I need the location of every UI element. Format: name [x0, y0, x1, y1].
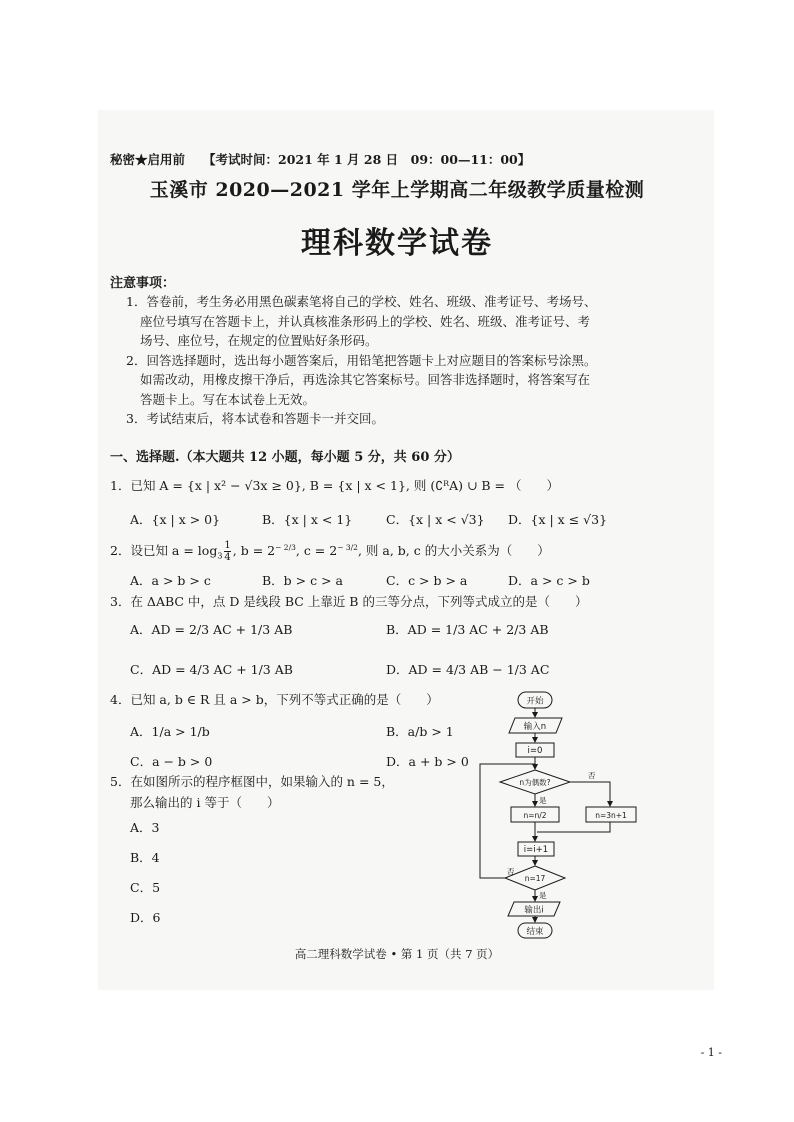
q5-option-a: A．3: [130, 820, 160, 835]
q2-frac-num: 1: [224, 540, 231, 551]
notice-line: 3．考试结束后，将本试卷和答题卡一并交回。: [126, 411, 384, 426]
flow-input-label: 输入n: [523, 722, 547, 732]
q4-option-d: D．a + b > 0: [386, 754, 469, 769]
q2-option-c: C．c > b > a: [386, 573, 468, 588]
exam-meta: [110, 150, 530, 168]
q1-stem: 1．已知 A = {x | x² − √3x ≥ 0}, B = {x | x < 1}, 则 (∁ᴿA) ∪ B = （ ）: [110, 478, 560, 493]
q2-c-exp: − 3/2: [337, 542, 358, 552]
notice-line: 场号、座位号，在规定的位置贴好条形码。: [140, 333, 378, 348]
q3-option-b: B．AD = 1/3 AC + 2/3 AB: [386, 622, 549, 637]
notice-line: 2．回答选择题时，选出每小题答案后，用铅笔把答题卡上对应题目的答案标号涂黑。: [126, 352, 597, 368]
q5-option-b: B．4: [130, 850, 160, 865]
secret-label: 秘密★启用前: [110, 152, 186, 167]
flow-yes-label-1: 是: [539, 796, 547, 805]
flow-even-label: n为偶数?: [519, 778, 551, 787]
q5-stem-line2: 那么输出的 i 等于（ ）: [130, 795, 280, 810]
q5-stem-line1: 5．在如图所示的程序框图中，如果输入的 n = 5，: [110, 774, 394, 789]
q3-option-d: D．AD = 4/3 AB − 1/3 AC: [386, 662, 550, 677]
q2-b-text: , b = 2: [232, 543, 276, 558]
q3-stem: 3．在 ΔABC 中，点 D 是线段 BC 上靠近 B 的三等分点，下列等式成立的是（ ）: [110, 594, 588, 609]
q1-option-a: A．{x | x > 0}: [130, 512, 221, 527]
q2-c-text: , c = 2: [295, 543, 338, 558]
exam-title: 玉溪市 2020—2021 学年上学期高二年级教学质量检测: [149, 179, 645, 201]
q2-stem-pre: 2．设已知 a = log: [110, 543, 218, 558]
notice-line: 如需改动，用橡皮擦干净后，再选涂其它答案标号。回答非选择题时，将答案写在: [140, 372, 591, 387]
flow-even-op-label: n=n/2: [523, 811, 547, 820]
flow-odd-op-label: n=3n+1: [595, 811, 627, 820]
notice-line: 1．答卷前，考生务必用黑色碳素笔将自己的学校、姓名、班级、准考证号、考场号、: [126, 294, 597, 309]
page-footer: 高二理科数学试卷 • 第 1 页（共 7 页）: [294, 947, 500, 961]
flow-end-label: 结束: [526, 927, 544, 937]
q2-stem: [110, 540, 550, 563]
q2-frac-den: 4: [224, 552, 231, 563]
page-number: - 1 -: [700, 1046, 722, 1059]
q3-option-a: A．AD = 2/3 AC + 1/3 AB: [130, 622, 293, 637]
q4-option-c: C．a − b > 0: [130, 754, 213, 769]
q1-option-c: C．{x | x < √3}: [386, 512, 485, 527]
q5-option-c: C．5: [130, 880, 161, 895]
q2-fraction: [224, 540, 230, 563]
q1-option-b: B．{x | x < 1}: [262, 512, 353, 527]
program-flowchart: [470, 690, 650, 940]
q4-stem: 4．已知 a, b ∈ R 且 a > b，下列不等式正确的是（ ）: [110, 692, 439, 707]
q4-option-b: B．a/b > 1: [386, 724, 454, 739]
q2-b-exp: − 2/3: [275, 542, 296, 552]
exam-time: 【考试时间：2021 年 1 月 28 日 09：00—11：00】: [203, 152, 531, 167]
flow-output-label: 输出i: [524, 905, 544, 916]
notice-line: 答题卡上。写在本试卷上无效。: [140, 391, 316, 407]
flow-no-label-1: 否: [588, 771, 596, 780]
section-heading: 一、选择题.（本大题共 12 小题，每小题 5 分，共 60 分）: [110, 450, 460, 465]
exam-subtitle: 理科数学试卷: [301, 226, 493, 261]
q3-option-c: C．AD = 4/3 AC + 1/3 AB: [130, 662, 293, 677]
flow-start-label: 开始: [526, 696, 544, 707]
q2-option-b: B．b > c > a: [262, 573, 343, 588]
q1-option-d: D．{x | x ≤ √3}: [508, 512, 608, 527]
q2-option-a: A．a > b > c: [130, 573, 211, 588]
q2-option-d: D．a > c > b: [508, 573, 590, 588]
flow-no-label-2: 否: [507, 867, 515, 876]
flow-init-label: i=0: [527, 746, 543, 756]
flow-yes-label-2: 是: [539, 891, 547, 900]
q2-stem-post: , 则 a, b, c 的大小关系为（ ）: [357, 543, 550, 558]
notice-line: 座位号填写在答题卡上，并认真核准条形码上的学校、姓名、班级、准考证号、考: [140, 313, 591, 329]
q4-option-a: A．1/a > 1/b: [130, 724, 210, 739]
notice-heading: 注意事项：: [110, 276, 176, 291]
notice-list: [126, 292, 646, 429]
q2-log-base: 3: [217, 551, 223, 561]
q5-option-d: D．6: [130, 910, 161, 925]
flow-incr-label: i=i+1: [523, 845, 549, 855]
flow-n17-label: n=17: [524, 874, 546, 883]
